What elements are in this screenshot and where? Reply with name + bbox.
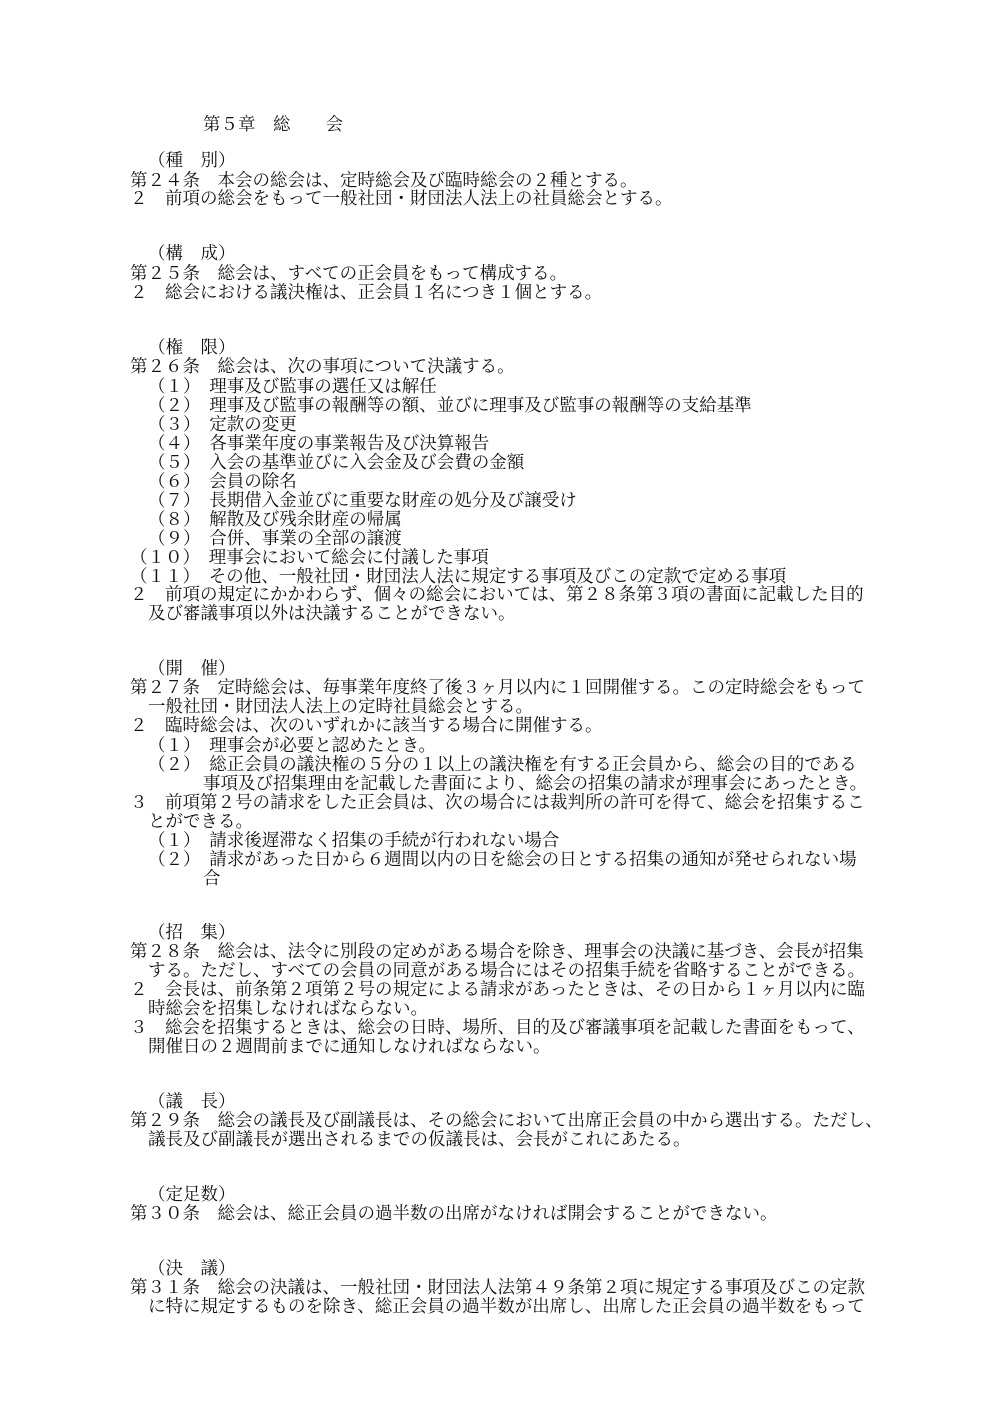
article-item: （３） 定款の変更	[148, 415, 297, 435]
article-text-line: 第３１条 総会の決議は、一般社団・財団法人法第４９条第２項に規定する事項及びこの定款	[130, 1278, 865, 1298]
chapter-title: 第５章 総 会	[203, 115, 343, 135]
article-text-line: とができる。	[148, 812, 253, 832]
article-item: （１０） 理事会において総会に付議した事項	[130, 548, 489, 568]
article-item: 合	[203, 869, 221, 889]
article-heading: （種 別）	[148, 151, 236, 171]
article-item: （１） 理事及び監事の選任又は解任	[148, 377, 437, 397]
article-text-line: 議長及び副議長が選出されるまでの仮議長は、会長がこれにあたる。	[148, 1130, 691, 1150]
article-text-line: 第２７条 定時総会は、毎事業年度終了後３ヶ月以内に１回開催する。この定時総会をもって	[130, 678, 865, 698]
article-text-line: 第３０条 総会は、総正会員の過半数の出席がなければ開会することができない。	[130, 1204, 778, 1224]
article-text-line: ３ 総会を招集するときは、総会の日時、場所、目的及び審議事項を記載した書面をもって、	[130, 1018, 865, 1038]
article-item: （２） 総正会員の議決権の５分の１以上の議決権を有する正会員から、総会の目的である	[148, 755, 857, 775]
article-heading: （開 催）	[148, 659, 236, 679]
article-heading: （決 議）	[148, 1259, 236, 1279]
article-text-line: 第２９条 総会の議長及び副議長は、その総会において出席正会員の中から選出する。ただし、	[130, 1111, 883, 1131]
article-text-line: ２ 前項の総会をもって一般社団・財団法人法上の社員総会とする。	[130, 189, 673, 209]
article-item: （１） 理事会が必要と認めたとき。	[148, 736, 437, 756]
article-heading: （招 集）	[148, 923, 236, 943]
article-text-line: 及び審議事項以外は決議することができない。	[148, 604, 516, 624]
article-text-line: ２ 総会における議決権は、正会員１名につき１個とする。	[130, 283, 603, 303]
article-item: 事項及び招集理由を記載した書面により、総会の招集の請求が理事会にあったとき。	[203, 774, 868, 794]
article-text-line: 第２４条 本会の総会は、定時総会及び臨時総会の２種とする。	[130, 171, 638, 191]
article-text-line: ２ 前項の規定にかかわらず、個々の総会においては、第２８条第３項の書面に記載した目的	[130, 585, 864, 605]
article-item: （４） 各事業年度の事業報告及び決算報告	[148, 434, 490, 454]
article-text-line: に特に規定するものを除き、総正会員の過半数が出席し、出席した正会員の過半数をもって	[148, 1297, 865, 1317]
article-text-line: 時総会を招集しなければならない。	[148, 999, 428, 1019]
article-text-line: ２ 臨時総会は、次のいずれかに該当する場合に開催する。	[130, 716, 603, 736]
article-heading: （議 長）	[148, 1092, 236, 1112]
article-item: （２） 請求があった日から６週間以内の日を総会の日とする招集の通知が発せられない場	[148, 850, 857, 870]
article-item: （１） 請求後遅滞なく招集の手続が行われない場合	[148, 831, 560, 851]
article-text-line: する。ただし、すべての会員の同意がある場合にはその招集手続を省略することができる。	[148, 961, 866, 981]
article-heading: （権 限）	[148, 338, 236, 358]
article-item: （５） 入会の基準並びに入会金及び会費の金額	[148, 453, 525, 473]
article-text-line: 開催日の２週間前までに通知しなければならない。	[148, 1037, 551, 1057]
article-text-line: ２ 会長は、前条第２項第２号の規定による請求があったときは、その日から１ヶ月以内に臨	[130, 980, 865, 1000]
article-text-line: 第２５条 総会は、すべての正会員をもって構成する。	[130, 264, 568, 284]
article-text-line: 一般社団・財団法人法上の定時社員総会とする。	[148, 697, 533, 717]
article-text-line: 第２６条 総会は、次の事項について決議する。	[130, 357, 515, 377]
article-text-line: ３ 前項第２号の請求をした正会員は、次の場合には裁判所の許可を得て、総会を招集するこ	[130, 793, 865, 813]
article-text-line: 第２８条 総会は、法令に別段の定めがある場合を除き、理事会の決議に基づき、会長が招集	[130, 942, 864, 962]
article-item: （２） 理事及び監事の報酬等の額、並びに理事及び監事の報酬等の支給基準	[148, 396, 752, 416]
article-item: （８） 解散及び残余財産の帰属	[148, 510, 402, 530]
article-item: （７） 長期借入金並びに重要な財産の処分及び譲受け	[148, 491, 577, 511]
article-item: （１１） その他、一般社団・財団法人法に規定する事項及びこの定款で定める事項	[130, 567, 787, 587]
article-heading: （定足数）	[148, 1185, 236, 1205]
article-item: （９） 合併、事業の全部の譲渡	[148, 529, 402, 549]
article-item: （６） 会員の除名	[148, 472, 297, 492]
article-heading: （構 成）	[148, 244, 236, 264]
